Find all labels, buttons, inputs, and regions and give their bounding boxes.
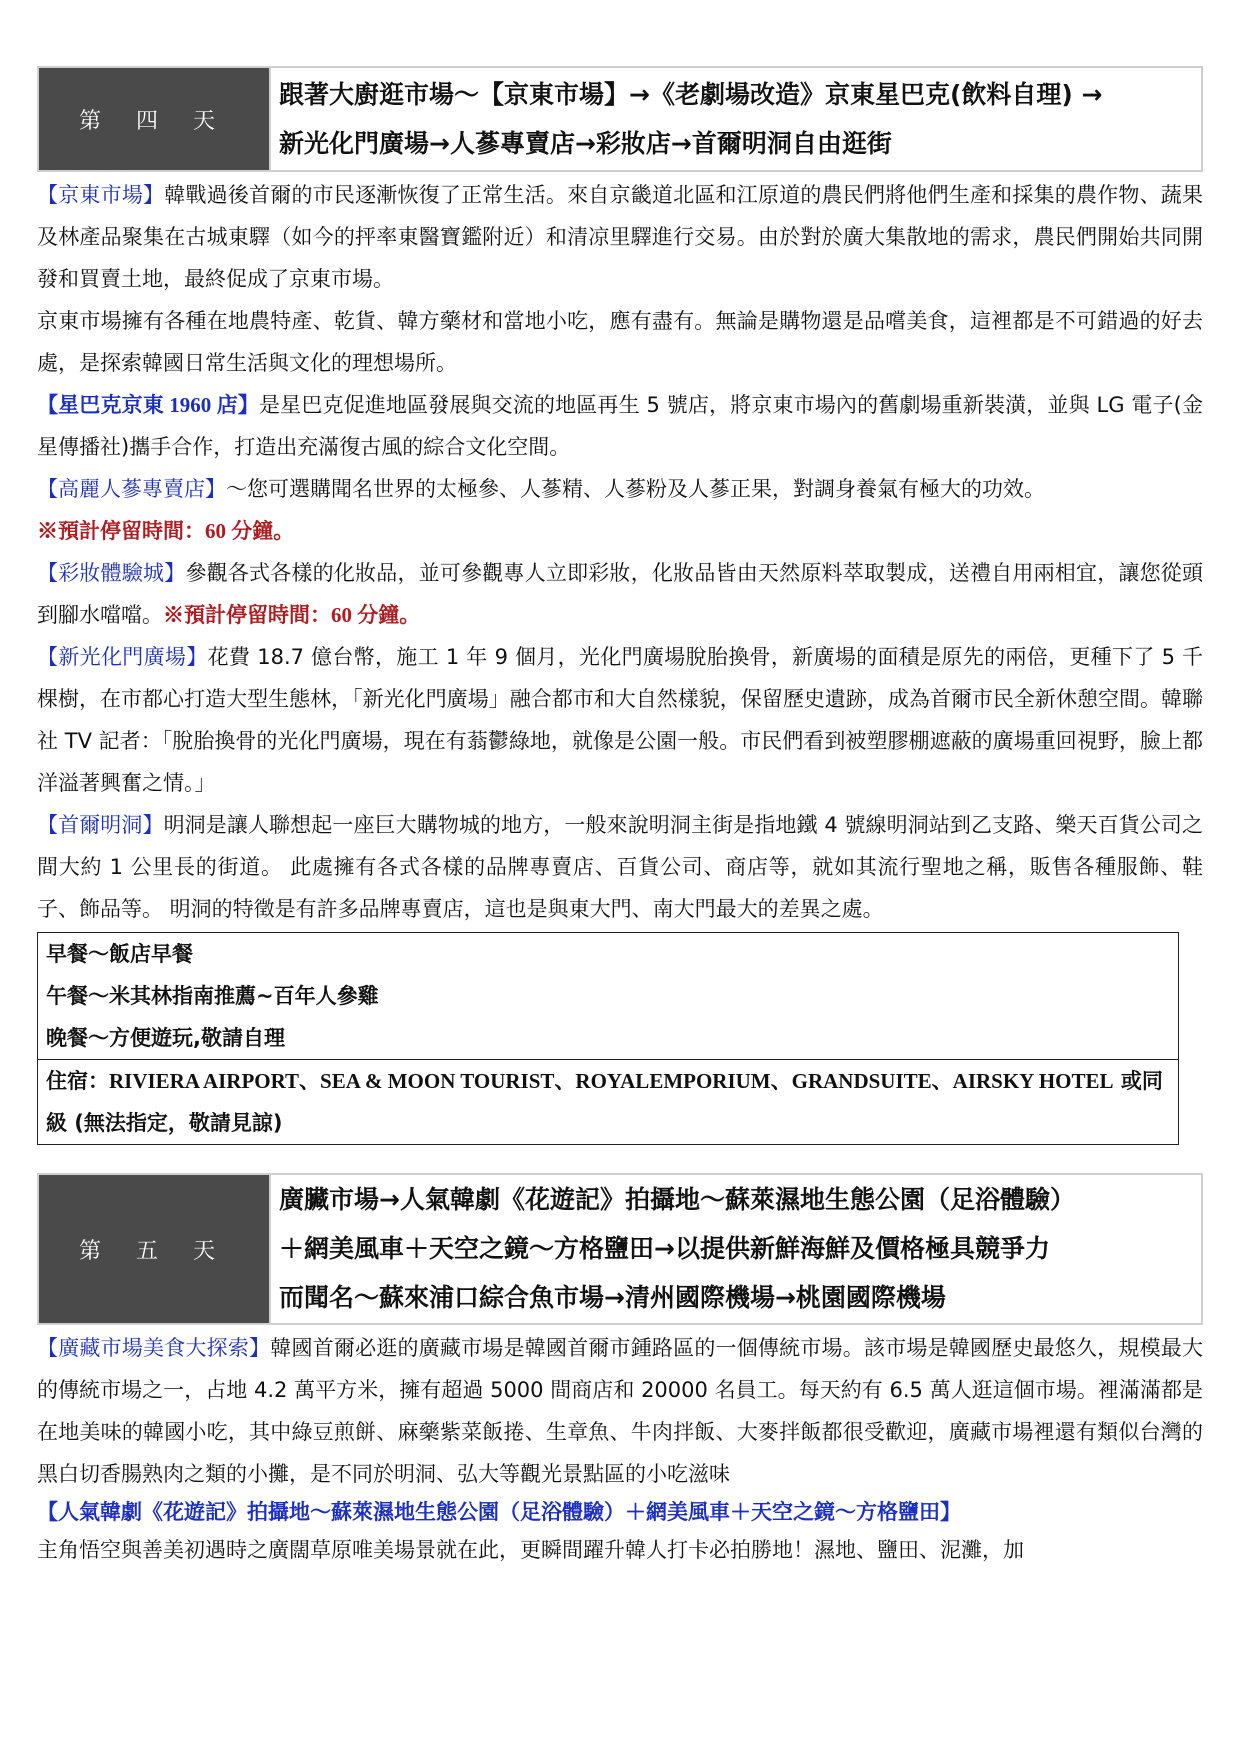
day5-para-sorae-heading-line <box>37 1495 1203 1529</box>
day4-stay <box>38 1059 1178 1144</box>
day4-para-market-heading: 【京東市場】 <box>37 183 165 207</box>
day4-meal-box <box>37 932 1179 1145</box>
day4-para-ginseng-text: ～您可選購聞名世界的太極參、人蔘精、人蔘粉及人蔘正果，對調身養氣有極大的功效。 <box>226 477 1045 501</box>
day5-para-sorae: 主角悟空與善美初遇時之廣闊草原唯美場景就在此，更瞬間躍升韓人打卡必拍勝地！濕地、鹽田、泥灘，加 <box>37 1538 1024 1562</box>
day4-para-cosmetics-note: ※預計停留時間：60 分鐘。 <box>163 603 421 627</box>
day5-para-gwangjang-heading: 【廣藏市場美食大探索】 <box>37 1336 271 1360</box>
day4-para-gwanghwamun-heading: 【新光化門廣場】 <box>37 645 208 669</box>
day4-stay-hotels: RIVIERA AIRPORT、SEA & MOON TOURIST、ROYALEMPORIUM、GRANDSUITE、AIRSKY HOTEL <box>109 1069 1114 1093</box>
day4-para-myeongdong <box>37 804 1203 930</box>
day4-title-line2: 新光化門廣場→人蔘專賣店→彩妝店→首爾明洞自由逛街 <box>279 129 892 158</box>
day5-para-gwangjang <box>37 1327 1203 1495</box>
day5-title-line2: ＋網美風車＋天空之鏡～方格鹽田→以提供新鮮海鮮及價格極具競爭力 <box>279 1234 1050 1263</box>
day4-dinner: 晚餐～方便遊玩,敬請自理 <box>46 1026 285 1050</box>
day4-para-cosmetics-text: 參觀各式各樣的化妝品，並可參觀專人立即彩妝，化妝品皆由天然原料萃取製成，送禮自用兩相宜，讓您從頭到腳水噹噹。 <box>37 561 1204 627</box>
day4-para-market-2: 京東市場擁有各種在地農特產、乾貨、韓方藥材和當地小吃，應有盡有。無論是購物還是品嚐美食，這裡都是不可錯過的好去處，是探索韓國日常生活與文化的理想場所。 <box>37 309 1203 375</box>
day5-title-line3: 而聞名～蘇來浦口綜合魚市場→清州國際機場→桃園國際機場 <box>279 1283 946 1312</box>
day4-para-starbucks-heading: 【星巴克京東 1960 店】 <box>37 393 260 417</box>
day4-para-myeongdong-heading: 【首爾明洞】 <box>37 813 164 837</box>
day4-para-cosmetics <box>37 552 1203 636</box>
day4-para-myeongdong-text: 明洞是讓人聯想起一座巨大購物城的地方，一般來說明洞主街是指地鐵 4 號線明洞站到乙支路、樂天百貨公司之間大約 1 公里長的街道。 此處擁有各式各樣的品牌專賣店、百貨公司、商店等，就如其流行聖地之稱，販售各種服飾、鞋子、飾品等。 明洞的特徵是有許多品牌專賣店，這也是與東大門、南大門最大的差異之處。 <box>37 813 1203 921</box>
day4-breakfast: 早餐～飯店早餐 <box>46 942 193 966</box>
day4-title-line1: 跟著大廚逛市場～【京東市場】→《老劇場改造》京東星巴克(飲料自理) → <box>279 80 1103 109</box>
day4-header <box>37 66 1203 172</box>
day4-stay-suffix: 或同級 (無法指定，敬請見諒) <box>46 1069 1163 1135</box>
day5-title-line1: 廣臟市場→人氣韓劇《花遊記》拍攝地～蘇萊濕地生態公園（足浴體驗） <box>279 1185 1075 1214</box>
day5-para-gwangjang-text: 韓國首爾必逛的廣藏市場是韓國首爾市鍾路區的一個傳統市場。該市場是韓國歷史最悠久，規模最大的傳統市場之一，占地 4.2 萬平方米，擁有超過 5000 間商店和 20000 名員工。每天約有 6.5 萬人逛這個市場。裡滿滿都是在地美味的韓國小吃，其中綠豆煎餅、麻藥紫菜飯捲、生章魚、牛肉拌飯、大麥拌飯都很受歡迎，廣藏市場裡還有類似台灣的黑白切香腸熟肉之類的小攤，是不同於明洞、弘大等觀光景點區的小吃滋味 <box>37 1336 1204 1486</box>
day4-para-market-text: 韓戰過後首爾的市民逐漸恢復了正常生活。來自京畿道北區和江原道的農民們將他們生產和採集的農作物、蔬果及林產品聚集在古城東驛（如今的抨率東醫寶鑑附近）和清凉里驛進行交易。由於對於廣大集散地的需求，農民們開始共同開發和買賣土地，最終促成了京東市場。 <box>37 183 1204 291</box>
day4-label: 第 四 天 <box>39 68 269 170</box>
day4-para-ginseng-heading: 【高麗人蔘專賣店】 <box>37 477 226 501</box>
day4-stay-label: 住宿： <box>46 1069 109 1093</box>
day4-para-ginseng-note: ※預計停留時間：60 分鐘。 <box>37 519 295 543</box>
day4-title <box>269 68 1201 170</box>
day4-lunch: 午餐～米其林指南推薦~百年人參雞 <box>46 984 379 1008</box>
day5-para-sorae-heading: 【人氣韓劇《花遊記》拍攝地～蘇萊濕地生態公園（足浴體驗）＋網美風車＋天空之鏡～方格鹽田】 <box>37 1500 961 1524</box>
day4-para-ginseng <box>37 468 1203 552</box>
day4-para-gwanghwamun-text: 花費 18.7 億台幣，施工 1 年 9 個月，光化門廣場脫胎換骨，新廣場的面積是原先的兩倍，更種下了 5 千棵樹，在市都心打造大型生態林，「新光化門廣場」融合都市和大自然樣貌，保留歷史遺跡，成為首爾市民全新休憩空間。韓聯社 TV 記者：「脫胎換骨的光化門廣場，現在有蓊鬱綠地，就像是公園一般。市民們看到被塑膠棚遮蔽的廣場重回視野，臉上都洋溢著興奮之情。」 <box>37 645 1204 795</box>
day5-title <box>269 1175 1201 1323</box>
day4-para-market <box>37 174 1203 300</box>
day4-para-cosmetics-heading: 【彩妝體驗城】 <box>37 561 186 585</box>
day5-label: 第 五 天 <box>39 1175 269 1323</box>
day4-para-gwanghwamun <box>37 636 1203 804</box>
day5-header <box>37 1173 1203 1325</box>
itinerary-page <box>37 66 1203 1571</box>
day4-para-starbucks-text: 是星巴克促進地區發展與交流的地區再生 5 號店，將京東市場內的舊劇場重新裝潢，並與 LG 電子(金星傳播社)攜手合作，打造出充滿復古風的綜合文化空間。 <box>37 393 1204 459</box>
day4-para-starbucks <box>37 384 1203 468</box>
